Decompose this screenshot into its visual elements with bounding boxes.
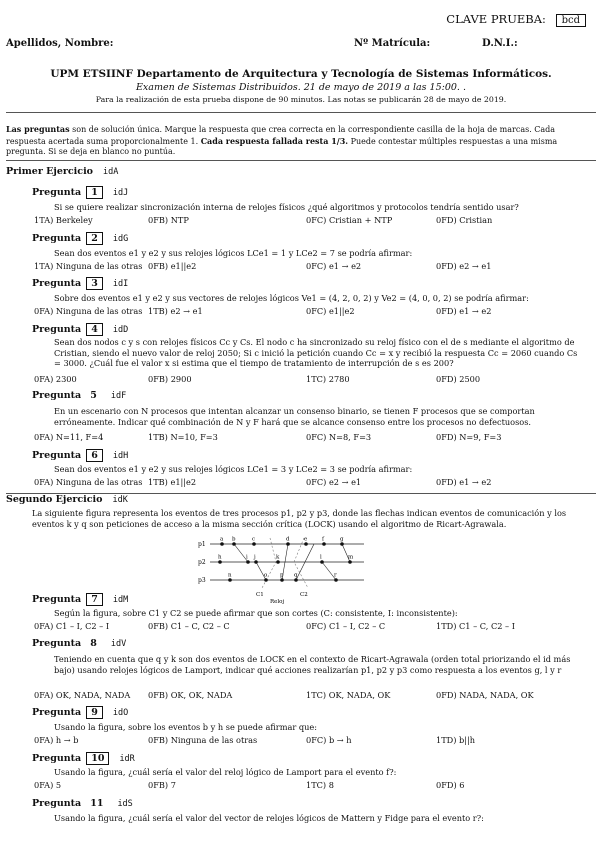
- page-title: UPM ETSIINF Departamento de Arquitectura y Tecnología de Sistemas Informáticos.: [50, 68, 552, 80]
- exam-note: Para la realización de esta prueba dispone de 90 minutos. Las notas se publicarán 28 de mayo de 2019.: [95, 95, 507, 104]
- question-8-text: Teniendo en cuenta que q y k son dos eventos de LOCK en el contexto de Ricart-Agrawala (orden total priorizando el id más bajo) usando relojes lógicos de Lamport, indicar qué acciones realizarían p1, p2 y p3 como respuesta a los eventos g, l y r: [54, 654, 571, 675]
- answer-option[interactable]: 0FD) 6: [436, 780, 465, 790]
- question-number: 10: [86, 752, 109, 765]
- answer-option[interactable]: 0FA) 5: [34, 780, 62, 790]
- answer-option[interactable]: 0FA) OK, NADA, NADA: [34, 690, 131, 700]
- answer-option[interactable]: 1TC) 2780: [306, 374, 350, 384]
- question-1-text: Si se quiere realizar sincronización interna de relojes físicos ¿qué algoritmos y protocolos tendría sentido usar?: [54, 202, 519, 212]
- answer-option[interactable]: 0FB) e1||e2: [148, 261, 197, 271]
- answer-option[interactable]: 0FB) C1 – C, C2 – C: [148, 621, 230, 631]
- section-id: idA: [103, 167, 119, 177]
- answer-option[interactable]: 0FA) C1 – I, C2 – I: [34, 621, 110, 631]
- section-second-text: La siguiente figura representa los eventos de tres procesos p1, p2 y p3, donde las flechas indican eventos de comunicación y los eventos k y q son peticiones de acceso a la misma sección crítica (LOCK) usando el algoritmo de Ricart-Agrawala.: [32, 508, 567, 529]
- divider: [6, 112, 596, 113]
- answer-option[interactable]: 0FC) e2 → e1: [306, 477, 362, 487]
- process-label: p1: [198, 541, 206, 548]
- event-dot: [252, 542, 256, 546]
- question-number: 5: [90, 390, 97, 401]
- instructions: [6, 124, 586, 158]
- answer-option[interactable]: 0FA) N=11, F=4: [34, 432, 104, 442]
- question-label: Pregunta: [32, 753, 82, 764]
- question-label: Pregunta: [32, 390, 82, 401]
- question-number: 4: [86, 323, 103, 336]
- answer-option[interactable]: 1TD) b||h: [436, 735, 476, 745]
- answer-option[interactable]: 0FB) Ninguna de las otras: [148, 735, 258, 745]
- event-dot: [286, 542, 290, 546]
- question-number: 11: [90, 798, 104, 809]
- question-number: 7: [86, 593, 103, 606]
- answer-option[interactable]: 0FD) NADA, NADA, OK: [436, 690, 534, 700]
- event-dot: [232, 542, 236, 546]
- answer-option[interactable]: 1TB) e2 → e1: [148, 306, 203, 316]
- answer-option[interactable]: 0FA) 2300: [34, 374, 77, 384]
- question-id: idH: [112, 451, 129, 461]
- answer-option[interactable]: 0FD) e1 → e2: [436, 477, 492, 487]
- matricula-label: Nº Matrícula:: [354, 38, 431, 49]
- question-label: Pregunta: [32, 187, 82, 198]
- answer-option[interactable]: 1TB) e1||e2: [148, 477, 197, 487]
- event-label: o: [264, 572, 268, 579]
- answer-option[interactable]: 0FB) NTP: [148, 215, 189, 225]
- instructions-text2: Puede contestar múltiples respuestas a una misma pregunta. Si se deja en blanco no puntúa.: [6, 136, 558, 156]
- question-3-text: Sobre dos eventos e1 y e2 y sus vectores de relojes lógicos Ve1 = (4, 2, 0, 2) y Ve2 = (4, 0, 0, 2) se podría afirmar:: [54, 293, 529, 303]
- question-label: Pregunta: [32, 450, 82, 461]
- process-label: p2: [198, 559, 206, 566]
- event-dot: [304, 542, 308, 546]
- question-6-header: [32, 449, 128, 462]
- event-dot: [246, 560, 250, 564]
- question-id: idV: [110, 639, 127, 649]
- cut-label: C2: [300, 592, 308, 598]
- question-7-text: Según la figura, sobre C1 y C2 se puede afirmar que son cortes (C: consistente, I: inconsistente):: [54, 608, 458, 618]
- event-dot: [294, 578, 298, 582]
- event-label: a: [220, 536, 224, 543]
- figure-caption: Reloj: [270, 599, 285, 604]
- answer-option[interactable]: 0FB) OK, OK, NADA: [148, 690, 233, 700]
- clave-label: CLAVE PRUEBA:: [446, 12, 546, 26]
- question-4-header: [32, 323, 128, 336]
- dni-label: D.N.I.:: [482, 38, 518, 49]
- instructions-lead: Las preguntas: [6, 124, 70, 134]
- question-number: 8: [90, 638, 97, 649]
- event-dot: [320, 560, 324, 564]
- answer-option[interactable]: 0FD) Cristian: [436, 215, 493, 225]
- question-label: Pregunta: [32, 278, 82, 289]
- section-second: [6, 494, 128, 505]
- question-6-text: Sean dos eventos e1 y e2 y sus relojes lógicos LCe1 = 3 y LCe2 = 3 se podría afirmar:: [54, 464, 413, 474]
- answer-option[interactable]: 0FA) h → b: [34, 735, 79, 745]
- question-label: Pregunta: [32, 594, 82, 605]
- event-dot: [264, 578, 268, 582]
- event-label: p: [280, 572, 284, 579]
- process-timeline-figure: [196, 530, 366, 604]
- event-label: k: [276, 554, 280, 561]
- question-9-text: Usando la figura, sobre los eventos b y h se puede afirmar que:: [54, 722, 317, 732]
- answer-option[interactable]: 0FD) e2 → e1: [436, 261, 492, 271]
- section-title: Primer Ejercicio: [6, 166, 94, 177]
- event-dot: [228, 578, 232, 582]
- answer-option[interactable]: 0FC) e1 → e2: [306, 261, 362, 271]
- event-label: r: [334, 572, 337, 579]
- answer-option[interactable]: 1TD) C1 – C, C2 – I: [436, 621, 515, 631]
- section-title: Segundo Ejercicio: [6, 494, 103, 505]
- answer-option[interactable]: 0FD) e1 → e2: [436, 306, 492, 316]
- answer-option[interactable]: 0FD) N=9, F=3: [436, 432, 502, 442]
- event-label: n: [228, 572, 232, 579]
- event-label: j: [254, 554, 256, 561]
- question-id: idO: [112, 708, 129, 718]
- answer-option[interactable]: 1TA) Berkeley: [34, 215, 93, 225]
- event-dot: [322, 542, 326, 546]
- section-first: [6, 166, 118, 177]
- answer-option[interactable]: 0FB) 2900: [148, 374, 192, 384]
- process-label: p3: [198, 577, 206, 584]
- question-id: idJ: [112, 188, 129, 198]
- event-label: e: [304, 536, 308, 543]
- clave-value-box: bcd: [556, 14, 586, 27]
- event-label: m: [348, 554, 354, 561]
- event-dot: [254, 560, 258, 564]
- question-10-text: Usando la figura, ¿cuál sería el valor del reloj lógico de Lamport para el evento f?:: [54, 767, 397, 777]
- question-label: Pregunta: [32, 798, 82, 809]
- question-2-header: [32, 232, 128, 245]
- question-2-text: Sean dos eventos e1 y e2 y sus relojes lógicos LCe1 = 1 y LCe2 = 7 se podría afirmar:: [54, 248, 413, 258]
- question-number: 9: [86, 706, 103, 719]
- exam-subtitle: Examen de Sistemas Distribuidos. 21 de mayo de 2019 a las 15:00. .: [135, 82, 466, 93]
- answer-option[interactable]: 0FC) C1 – I, C2 – C: [306, 621, 386, 631]
- section-id: idK: [112, 495, 128, 505]
- question-1-header: [32, 186, 128, 199]
- event-label: l: [320, 554, 322, 561]
- question-11-header: [32, 798, 133, 809]
- question-5-header: [32, 390, 126, 401]
- answer-option[interactable]: 0FA) Ninguna de las otras: [34, 477, 143, 487]
- question-label: Pregunta: [32, 707, 82, 718]
- event-label: f: [322, 536, 325, 543]
- question-10-header: [32, 752, 135, 765]
- question-number: 3: [86, 277, 103, 290]
- event-label: q: [294, 572, 298, 579]
- question-id: idD: [112, 325, 129, 335]
- event-label: h: [218, 554, 222, 561]
- question-label: Pregunta: [32, 233, 82, 244]
- question-number: 1: [86, 186, 103, 199]
- event-label: g: [340, 536, 344, 543]
- event-dot: [334, 578, 338, 582]
- question-8-header: [32, 638, 126, 649]
- question-label: Pregunta: [32, 324, 82, 335]
- question-5-text: En un escenario con N procesos que intentan alcanzar un consenso binario, se tienen F procesos que se comportan erróneamente. Indicar qué combinación de N y F hará que se alcance consenso entre los procesos no defectuosos.: [54, 406, 535, 427]
- event-dot: [218, 560, 222, 564]
- cut-label: C1: [256, 592, 264, 598]
- question-3-header: [32, 277, 128, 290]
- answer-option[interactable]: 1TC) 8: [306, 780, 334, 790]
- answer-option[interactable]: 0FD) 2500: [436, 374, 481, 384]
- question-id: idS: [117, 799, 133, 809]
- event-dot: [348, 560, 352, 564]
- question-id: idF: [110, 391, 127, 401]
- apellidos-label: Apellidos, Nombre:: [6, 38, 114, 49]
- instructions-bold: Cada respuesta fallada resta 1/3.: [200, 135, 349, 146]
- event-label: d: [286, 536, 290, 543]
- event-dot: [280, 578, 284, 582]
- instructions-text1: son de solución única. Marque la respuesta que crea correcta en la correspondiente casilla de la hoja de marcas. Cada respuesta acertada suma proporcionalmente 1.: [6, 125, 556, 146]
- answer-option[interactable]: 0FB) 7: [148, 780, 176, 790]
- answer-option[interactable]: 1TC) OK, NADA, OK: [306, 690, 391, 700]
- question-9-header: [32, 706, 128, 719]
- question-id: idI: [112, 279, 129, 289]
- answer-option[interactable]: 0FC) b → h: [306, 735, 352, 745]
- answer-option[interactable]: 1TA) Ninguna de las otras: [34, 261, 143, 271]
- answer-option[interactable]: 0FC) e1||e2: [306, 306, 355, 316]
- event-dot: [220, 542, 224, 546]
- event-dot: [340, 542, 344, 546]
- question-id: idM: [112, 595, 129, 605]
- answer-option[interactable]: 0FC) N=8, F=3: [306, 432, 372, 442]
- event-label: b: [232, 536, 236, 543]
- clave-prueba: [446, 12, 586, 27]
- question-11-text: Usando la figura, ¿cuál sería el valor del vector de relojes lógicos de Mattern y Fidge para el evento r?:: [54, 813, 484, 823]
- answer-option[interactable]: 0FC) Cristian + NTP: [306, 215, 393, 225]
- divider: [6, 160, 596, 161]
- question-7-header: [32, 593, 128, 606]
- question-label: Pregunta: [32, 638, 82, 649]
- question-id: idR: [119, 754, 135, 764]
- answer-option[interactable]: 0FA) Ninguna de las otras: [34, 306, 143, 316]
- event-label: i: [246, 554, 248, 561]
- answer-option[interactable]: 1TB) N=10, F=3: [148, 432, 218, 442]
- question-id: idG: [112, 234, 129, 244]
- question-number: 2: [86, 232, 103, 245]
- event-dot: [276, 560, 280, 564]
- event-label: c: [252, 536, 256, 543]
- question-4-text: Sean dos nodos c y s con relojes físicos Cc y Cs. El nodo c ha sincronizado su reloj físico con el de s mediante el algoritmo de Cristian, siendo el nuevo valor de reloj 2050; Si c inició la petición cuando Cc = x y recibió la respuesta Cc = 2060 cuando Cs = 3000. ¿Cuál fue el valor x si estima que el tiempo de tratamiento de interrupción de s es 200?: [54, 337, 578, 368]
- question-number: 6: [86, 449, 103, 462]
